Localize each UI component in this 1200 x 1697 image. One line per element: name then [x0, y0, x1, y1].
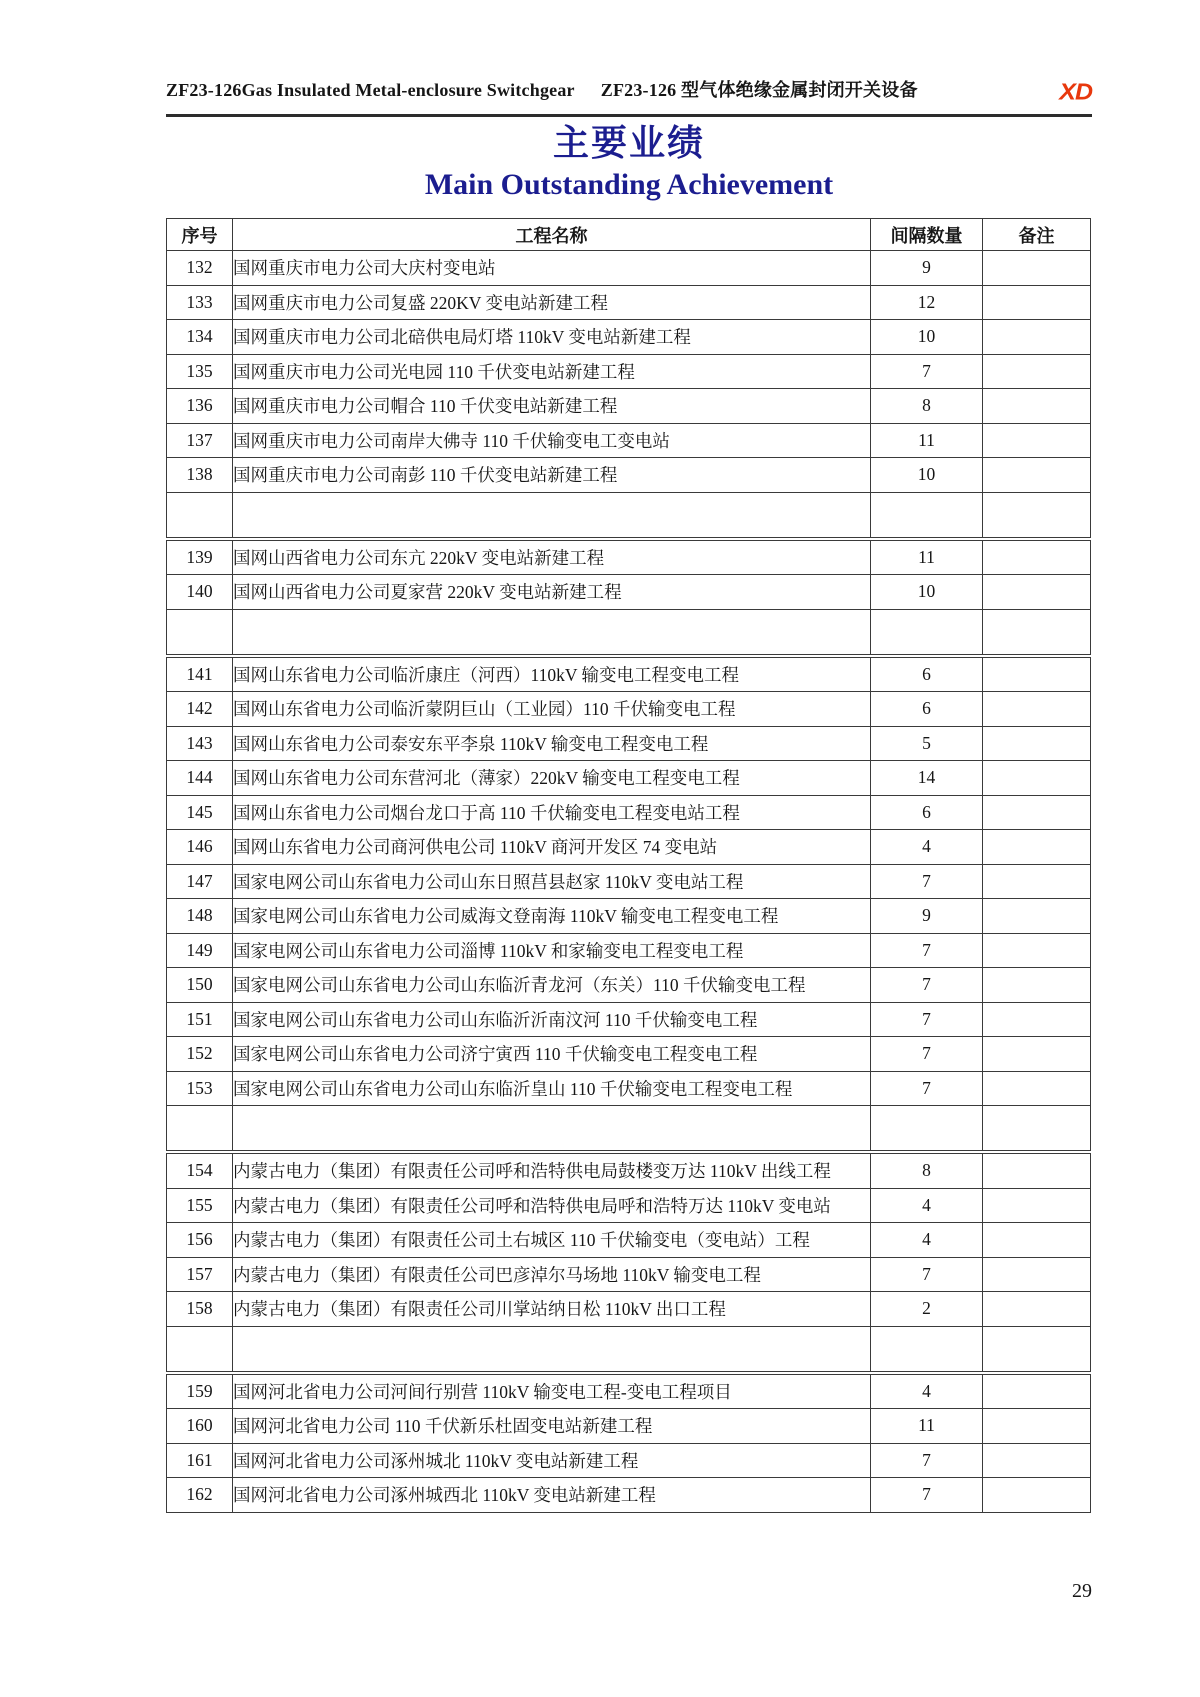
project-name-cell: 内蒙古电力（集团）有限责任公司川掌站纳日松 110kV 出口工程	[233, 1292, 871, 1327]
blank-cell	[167, 1326, 233, 1371]
remark-cell	[983, 1071, 1091, 1106]
project-name-cell: 国家电网公司山东省电力公司山东临沂沂南汶河 110 千伏输变电工程	[233, 1002, 871, 1037]
table-row	[167, 830, 1091, 865]
table-row	[167, 1292, 1091, 1327]
bay-quantity-cell: 9	[871, 899, 983, 934]
blank-cell	[167, 492, 233, 537]
row-index-cell: 150	[167, 968, 233, 1003]
table-row	[167, 320, 1091, 355]
project-name-cell: 国网重庆市电力公司南彭 110 千伏变电站新建工程	[233, 458, 871, 493]
table-row	[167, 1223, 1091, 1258]
table-row	[167, 726, 1091, 761]
blank-cell	[233, 492, 871, 537]
project-table-group	[166, 540, 1091, 655]
page-title-en: Main Outstanding Achievement	[424, 168, 834, 201]
remark-cell	[983, 1223, 1091, 1258]
row-index-cell: 160	[167, 1409, 233, 1444]
project-name-cell: 国家电网公司山东省电力公司威海文登南海 110kV 输变电工程变电工程	[233, 899, 871, 934]
table-row	[167, 540, 1091, 575]
project-name-cell: 国网山东省电力公司泰安东平李泉 110kV 输变电工程变电工程	[233, 726, 871, 761]
table-row	[167, 968, 1091, 1003]
row-index-cell: 134	[167, 320, 233, 355]
table-row	[167, 1257, 1091, 1292]
row-index-cell: 135	[167, 354, 233, 389]
table-row	[167, 423, 1091, 458]
table-row	[167, 1374, 1091, 1409]
bay-quantity-cell: 6	[871, 795, 983, 830]
project-name-cell: 国网重庆市电力公司南岸大佛寺 110 千伏输变电工变电站	[233, 423, 871, 458]
remark-cell	[983, 1292, 1091, 1327]
row-index-cell: 157	[167, 1257, 233, 1292]
bay-quantity-cell: 7	[871, 1037, 983, 1072]
project-table-group	[166, 1374, 1091, 1513]
project-name-cell: 国网重庆市电力公司帽合 110 千伏变电站新建工程	[233, 389, 871, 424]
running-header	[166, 76, 1092, 117]
table-row	[167, 899, 1091, 934]
project-name-cell: 国网山东省电力公司临沂康庄（河西）110kV 输变电工程变电工程	[233, 657, 871, 692]
product-title-zh: ZF23-126 型气体绝缘金属封闭开关设备	[600, 80, 918, 100]
blank-cell	[167, 1106, 233, 1151]
remark-cell	[983, 354, 1091, 389]
bay-quantity-cell: 7	[871, 1257, 983, 1292]
bay-quantity-cell: 7	[871, 1002, 983, 1037]
remark-cell	[983, 423, 1091, 458]
project-name-cell: 国网河北省电力公司涿州城西北 110kV 变电站新建工程	[233, 1478, 871, 1513]
bay-quantity-cell: 7	[871, 354, 983, 389]
project-name-cell: 国家电网公司山东省电力公司山东日照莒县赵家 110kV 变电站工程	[233, 864, 871, 899]
bay-quantity-cell: 11	[871, 1409, 983, 1444]
bay-quantity-cell: 9	[871, 251, 983, 286]
blank-separator-row	[167, 1106, 1091, 1151]
remark-cell	[983, 933, 1091, 968]
remark-cell	[983, 1374, 1091, 1409]
project-name-cell: 国家电网公司山东省电力公司济宁寅西 110 千伏输变电工程变电工程	[233, 1037, 871, 1072]
row-index-cell: 156	[167, 1223, 233, 1258]
bay-quantity-cell: 10	[871, 320, 983, 355]
blank-separator-row	[167, 1326, 1091, 1371]
bay-quantity-cell: 2	[871, 1292, 983, 1327]
blank-cell	[983, 492, 1091, 537]
blank-cell	[871, 609, 983, 654]
row-index-cell: 155	[167, 1188, 233, 1223]
bay-quantity-cell: 12	[871, 285, 983, 320]
project-name-cell: 国网山东省电力公司烟台龙口于高 110 千伏输变电工程变电站工程	[233, 795, 871, 830]
blank-cell	[233, 1106, 871, 1151]
bay-quantity-cell: 7	[871, 933, 983, 968]
column-header: 序号	[167, 219, 233, 251]
table-row	[167, 795, 1091, 830]
table-row	[167, 354, 1091, 389]
blank-cell	[983, 1106, 1091, 1151]
project-name-cell: 国家电网公司山东省电力公司淄博 110kV 和家输变电工程变电工程	[233, 933, 871, 968]
remark-cell	[983, 1037, 1091, 1072]
remark-cell	[983, 1154, 1091, 1189]
table-row	[167, 1037, 1091, 1072]
project-name-cell: 国家电网公司山东省电力公司山东临沂皇山 110 千伏输变电工程变电工程	[233, 1071, 871, 1106]
project-name-cell: 内蒙古电力（集团）有限责任公司呼和浩特供电局呼和浩特万达 110kV 变电站	[233, 1188, 871, 1223]
row-index-cell: 143	[167, 726, 233, 761]
project-name-cell: 国网重庆市电力公司北碚供电局灯塔 110kV 变电站新建工程	[233, 320, 871, 355]
remark-cell	[983, 1443, 1091, 1478]
bay-quantity-cell: 11	[871, 540, 983, 575]
project-name-cell: 内蒙古电力（集团）有限责任公司呼和浩特供电局鼓楼变万达 110kV 出线工程	[233, 1154, 871, 1189]
remark-cell	[983, 540, 1091, 575]
project-name-cell: 国网山西省电力公司夏家营 220kV 变电站新建工程	[233, 575, 871, 610]
column-header: 间隔数量	[871, 219, 983, 251]
row-index-cell: 151	[167, 1002, 233, 1037]
table-row	[167, 1478, 1091, 1513]
table-row	[167, 1002, 1091, 1037]
remark-cell	[983, 1409, 1091, 1444]
project-table-group	[166, 1153, 1091, 1372]
table-row	[167, 933, 1091, 968]
remark-cell	[983, 285, 1091, 320]
table-row	[167, 864, 1091, 899]
row-index-cell: 161	[167, 1443, 233, 1478]
remark-cell	[983, 761, 1091, 796]
remark-cell	[983, 864, 1091, 899]
table-row	[167, 761, 1091, 796]
table-row	[167, 1443, 1091, 1478]
row-index-cell: 147	[167, 864, 233, 899]
table-row	[167, 251, 1091, 286]
bay-quantity-cell: 7	[871, 1071, 983, 1106]
row-index-cell: 137	[167, 423, 233, 458]
project-name-cell: 国网山东省电力公司东营河北（薄家）220kV 输变电工程变电工程	[233, 761, 871, 796]
blank-separator-row	[167, 492, 1091, 537]
bay-quantity-cell: 4	[871, 1188, 983, 1223]
project-table-group	[166, 218, 1091, 538]
row-index-cell: 133	[167, 285, 233, 320]
remark-cell	[983, 1257, 1091, 1292]
product-title	[166, 76, 918, 102]
remark-cell	[983, 389, 1091, 424]
table-row	[167, 692, 1091, 727]
achievement-table	[166, 218, 1092, 1515]
blank-cell	[871, 1326, 983, 1371]
row-index-cell: 132	[167, 251, 233, 286]
project-table-group	[166, 657, 1091, 1152]
blank-cell	[871, 492, 983, 537]
bay-quantity-cell: 10	[871, 458, 983, 493]
bay-quantity-cell: 7	[871, 1478, 983, 1513]
row-index-cell: 154	[167, 1154, 233, 1189]
blank-cell	[983, 609, 1091, 654]
blank-cell	[233, 1326, 871, 1371]
bay-quantity-cell: 6	[871, 657, 983, 692]
row-index-cell: 158	[167, 1292, 233, 1327]
remark-cell	[983, 726, 1091, 761]
bay-quantity-cell: 4	[871, 1374, 983, 1409]
bay-quantity-cell: 5	[871, 726, 983, 761]
blank-cell	[983, 1326, 1091, 1371]
row-index-cell: 145	[167, 795, 233, 830]
column-header: 备注	[983, 219, 1091, 251]
table-row	[167, 1154, 1091, 1189]
remark-cell	[983, 692, 1091, 727]
project-name-cell: 国网山东省电力公司商河供电公司 110kV 商河开发区 74 变电站	[233, 830, 871, 865]
project-name-cell: 国网河北省电力公司河间行别营 110kV 输变电工程-变电工程项目	[233, 1374, 871, 1409]
bay-quantity-cell: 4	[871, 830, 983, 865]
row-index-cell: 144	[167, 761, 233, 796]
blank-cell	[167, 609, 233, 654]
project-name-cell: 国网重庆市电力公司大庆村变电站	[233, 251, 871, 286]
remark-cell	[983, 657, 1091, 692]
bay-quantity-cell: 7	[871, 864, 983, 899]
row-index-cell: 148	[167, 899, 233, 934]
project-name-cell: 内蒙古电力（集团）有限责任公司土右城区 110 千伏输变电（变电站）工程	[233, 1223, 871, 1258]
table-row	[167, 1409, 1091, 1444]
xd-logo: XD	[1059, 79, 1092, 105]
row-index-cell: 136	[167, 389, 233, 424]
bay-quantity-cell: 11	[871, 423, 983, 458]
table-row	[167, 389, 1091, 424]
remark-cell	[983, 1478, 1091, 1513]
bay-quantity-cell: 4	[871, 1223, 983, 1258]
project-name-cell: 国网山西省电力公司东亢 220kV 变电站新建工程	[233, 540, 871, 575]
remark-cell	[983, 830, 1091, 865]
table-row	[167, 285, 1091, 320]
table-row	[167, 1071, 1091, 1106]
table-row	[167, 1188, 1091, 1223]
title-block	[166, 122, 1092, 204]
table-row	[167, 657, 1091, 692]
blank-cell	[871, 1106, 983, 1151]
table-header-row	[167, 219, 1091, 251]
blank-separator-row	[167, 609, 1091, 654]
remark-cell	[983, 458, 1091, 493]
remark-cell	[983, 320, 1091, 355]
product-title-en: ZF23-126Gas Insulated Metal-enclosure Switchgear	[166, 80, 575, 100]
bay-quantity-cell: 8	[871, 1154, 983, 1189]
bay-quantity-cell: 6	[871, 692, 983, 727]
project-name-cell: 国网河北省电力公司涿州城北 110kV 变电站新建工程	[233, 1443, 871, 1478]
remark-cell	[983, 899, 1091, 934]
project-name-cell: 国网重庆市电力公司复盛 220KV 变电站新建工程	[233, 285, 871, 320]
row-index-cell: 139	[167, 540, 233, 575]
remark-cell	[983, 1002, 1091, 1037]
project-name-cell: 国网重庆市电力公司光电园 110 千伏变电站新建工程	[233, 354, 871, 389]
row-index-cell: 152	[167, 1037, 233, 1072]
bay-quantity-cell: 10	[871, 575, 983, 610]
row-index-cell: 141	[167, 657, 233, 692]
row-index-cell: 162	[167, 1478, 233, 1513]
column-header: 工程名称	[233, 219, 871, 251]
row-index-cell: 142	[167, 692, 233, 727]
table-row	[167, 458, 1091, 493]
row-index-cell: 153	[167, 1071, 233, 1106]
page-title-zh: 主要业绩	[552, 122, 705, 163]
row-index-cell: 149	[167, 933, 233, 968]
project-name-cell: 国家电网公司山东省电力公司山东临沂青龙河（东关）110 千伏输变电工程	[233, 968, 871, 1003]
remark-cell	[983, 968, 1091, 1003]
row-index-cell: 146	[167, 830, 233, 865]
blank-cell	[233, 609, 871, 654]
remark-cell	[983, 1188, 1091, 1223]
bay-quantity-cell: 14	[871, 761, 983, 796]
row-index-cell: 159	[167, 1374, 233, 1409]
bay-quantity-cell: 7	[871, 968, 983, 1003]
project-name-cell: 国网河北省电力公司 110 千伏新乐杜固变电站新建工程	[233, 1409, 871, 1444]
remark-cell	[983, 795, 1091, 830]
project-name-cell: 国网山东省电力公司临沂蒙阴巨山（工业园）110 千伏输变电工程	[233, 692, 871, 727]
row-index-cell: 138	[167, 458, 233, 493]
remark-cell	[983, 251, 1091, 286]
bay-quantity-cell: 8	[871, 389, 983, 424]
page-number: 29	[1072, 1580, 1092, 1602]
bay-quantity-cell: 7	[871, 1443, 983, 1478]
remark-cell	[983, 575, 1091, 610]
table-row	[167, 575, 1091, 610]
row-index-cell: 140	[167, 575, 233, 610]
project-name-cell: 内蒙古电力（集团）有限责任公司巴彦淖尔马场地 110kV 输变电工程	[233, 1257, 871, 1292]
